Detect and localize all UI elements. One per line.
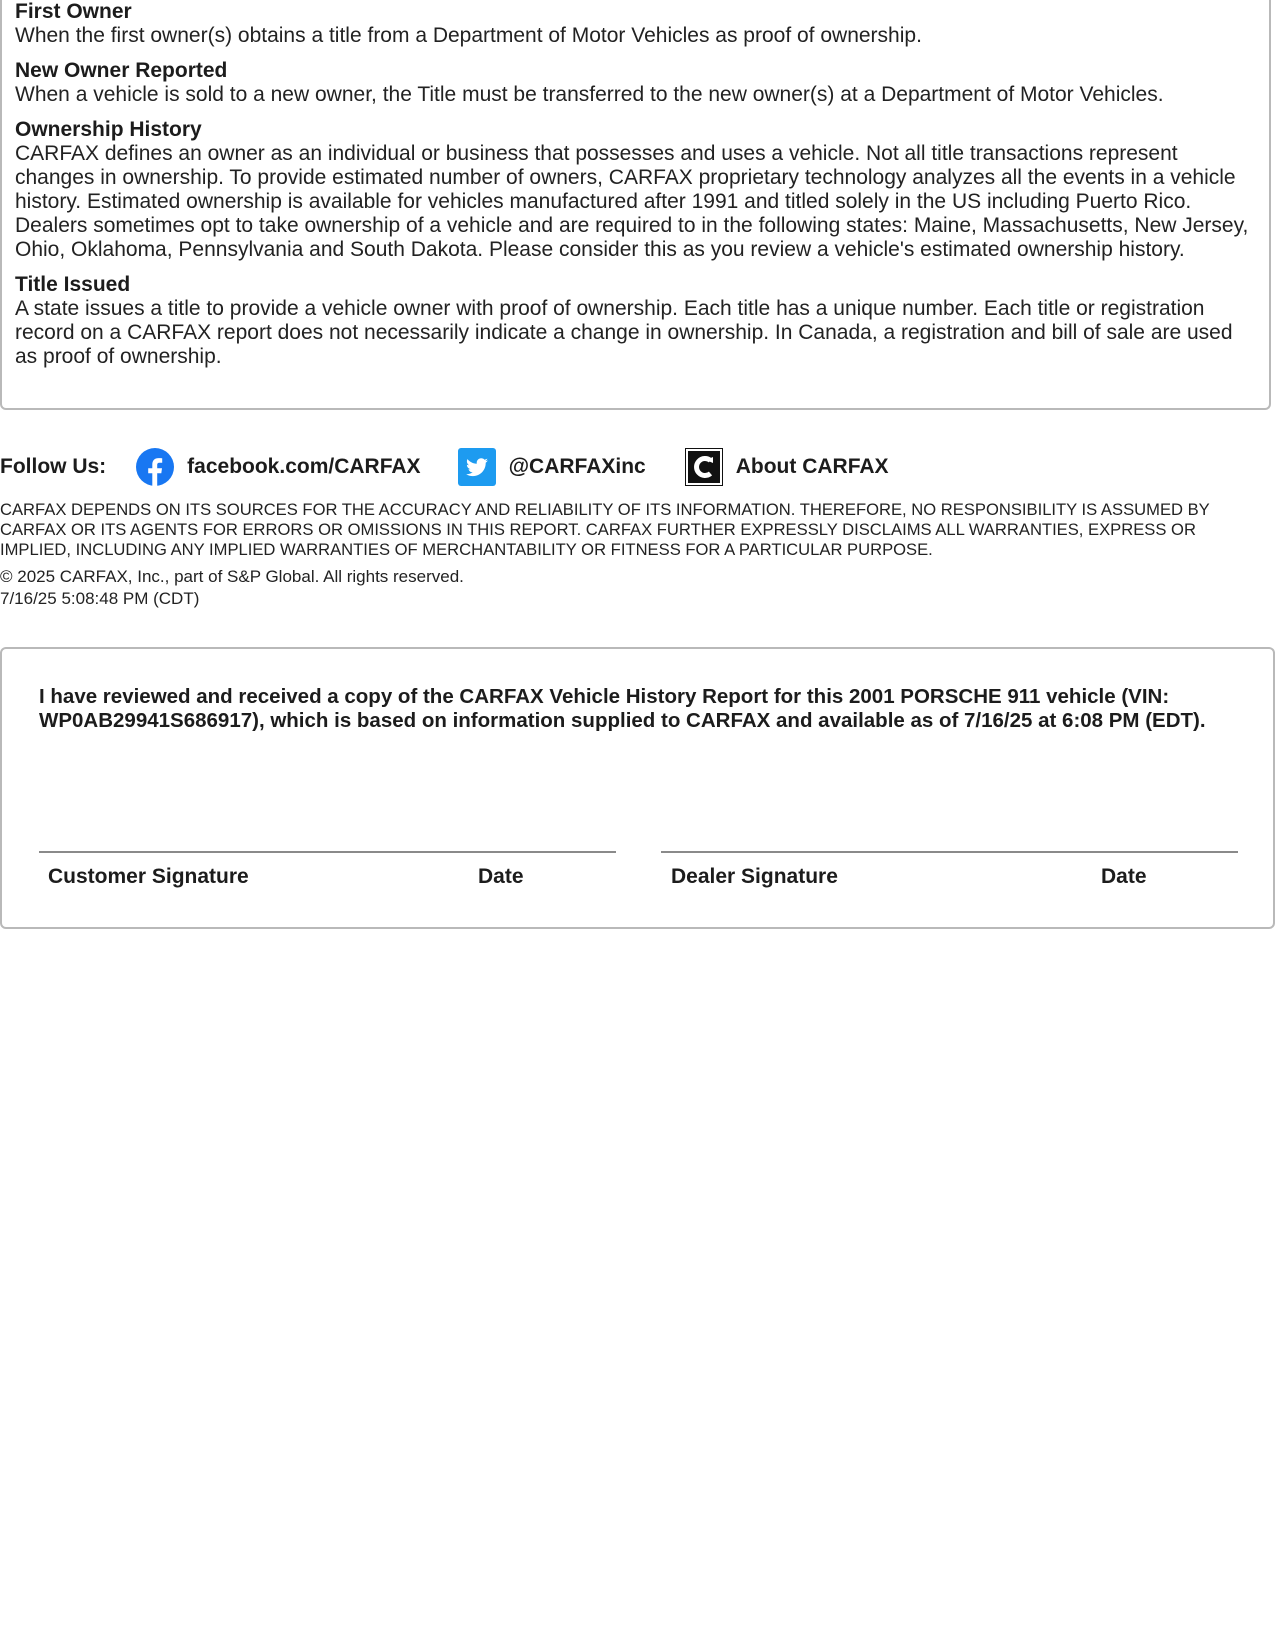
glossary-term: New Owner Reported	[15, 59, 228, 82]
glossary-definition: CARFAX defines an owner as an individual or business that possesses and uses a vehicle. Not all title transactions represent changes in ownership. To provide estimated number of owners, CARFAX proprietary technology analyzes all the events in a vehicle history. Estimated ownership is available for vehicles manufactured after 1991 and titled solely in the US including Puerto Rico. Dealers sometimes opt to take ownership of a vehicle and are required to in the following states: Maine, Massachusetts, New Jersey, Ohio, Oklahoma, Pennsylvania and South Dakota. Please consider this as you review a vehicle's estimated ownership history.	[15, 142, 1249, 261]
glossary-term: First Owner	[15, 0, 132, 23]
glossary-item-ownership-history	[15, 118, 1257, 262]
about-carfax-link[interactable]	[685, 448, 889, 486]
glossary-item-new-owner-reported	[15, 59, 1257, 107]
facebook-link[interactable]	[136, 448, 420, 486]
legal-disclaimer: CARFAX DEPENDS ON ITS SOURCES FOR THE ACCURACY AND RELIABILITY OF ITS INFORMATION. THEREFORE, NO RESPONSIBILITY IS ASSUMED BY CARFAX OR ITS AGENTS FOR ERRORS OR OMISSIONS IN THIS REPORT. CARFAX FURTHER EXPRESSLY DISCLAIMS ALL WARRANTIES, EXPRESS OR IMPLIED, INCLUDING ANY IMPLIED WARRANTIES OF MERCHANTABILITY OR FITNESS FOR A PARTICULAR PURPOSE.	[0, 500, 1210, 559]
glossary-definition: A state issues a title to provide a vehicle owner with proof of ownership. Each title has a unique number. Each title or registration record on a CARFAX report does not necessarily indicate a change in ownership. In Canada, a registration and bill of sale are used as proof of ownership.	[15, 297, 1233, 368]
about-carfax-text: About CARFAX	[735, 455, 889, 478]
glossary-definition: When a vehicle is sold to a new owner, the Title must be transferred to the new owner(s) at a Department of Motor Vehicles.	[15, 83, 1164, 106]
customer-date-label: Date	[478, 865, 524, 888]
follow-us-label: Follow Us:	[0, 455, 107, 478]
twitter-icon	[458, 448, 496, 486]
glossary-term: Title Issued	[15, 273, 131, 296]
signature-box	[0, 647, 1275, 929]
carfax-logo-icon	[685, 448, 723, 486]
glossary-item-title-issued	[15, 273, 1257, 369]
dealer-date-label: Date	[1101, 865, 1147, 888]
dealer-signature-line	[661, 851, 1238, 853]
customer-signature-line	[39, 851, 616, 853]
report-timestamp: 7/16/25 5:08:48 PM (CDT)	[0, 589, 200, 608]
copyright-notice: © 2025 CARFAX, Inc., part of S&P Global. All rights reserved.	[0, 567, 464, 586]
facebook-icon	[136, 448, 174, 486]
glossary-definition: When the first owner(s) obtains a title from a Department of Motor Vehicles as proof of ownership.	[15, 24, 922, 47]
follow-us-row	[0, 447, 1275, 487]
twitter-link[interactable]	[458, 448, 646, 486]
dealer-signature-label: Dealer Signature	[671, 865, 838, 888]
twitter-link-text: @CARFAXinc	[508, 455, 646, 478]
customer-signature-label: Customer Signature	[48, 865, 249, 888]
glossary-term: Ownership History	[15, 118, 202, 141]
facebook-link-text: facebook.com/CARFAX	[187, 455, 421, 478]
glossary-item-first-owner	[15, 0, 1257, 48]
glossary-box	[0, 0, 1271, 410]
acknowledgement-statement: I have reviewed and received a copy of the CARFAX Vehicle History Report for this 2001 PORSCHE 911 vehicle (VIN: WP0AB29941S686917), which is based on information supplied to CARFAX and available as of 7/16/25 at 6:08 PM (EDT).	[39, 685, 1206, 732]
